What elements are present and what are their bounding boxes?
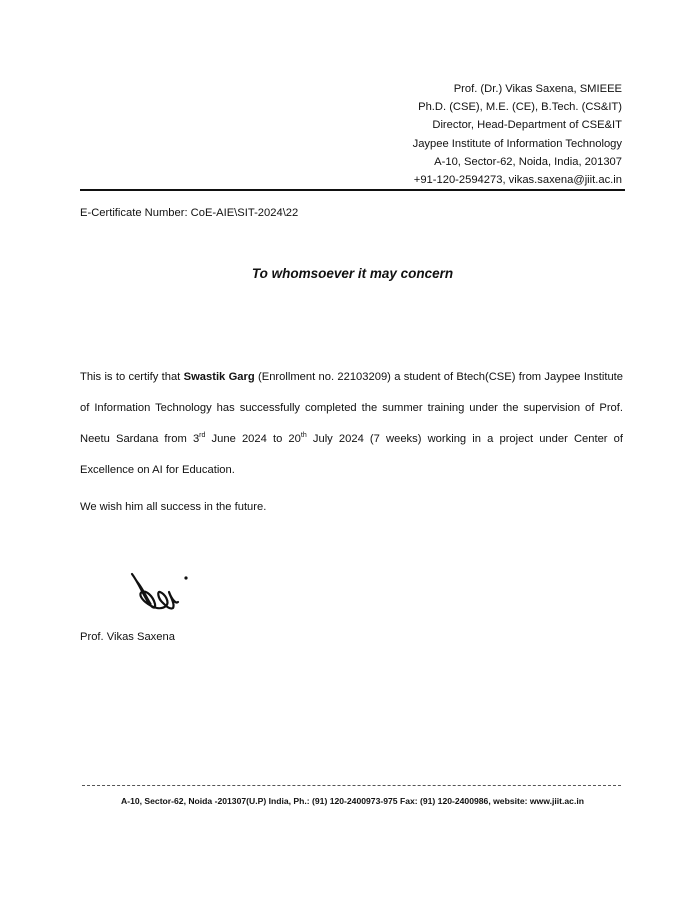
body-text-1: This is to certify that (80, 371, 184, 383)
signature-image (128, 566, 192, 614)
letterhead-address: A-10, Sector-62, Noida, India, 201307 (434, 155, 622, 168)
body-text-4: July 2024 (7 weeks) working in a project under Center of Excellence on AI for Education. (80, 433, 623, 476)
header-divider (80, 189, 625, 191)
student-name: Swastik Garg (183, 371, 255, 383)
closing-wish: We wish him all success in the future. (80, 501, 267, 513)
subject-line: To whomsoever it may concern (251, 266, 454, 281)
body-text-3: June 2024 to 20 (205, 433, 301, 445)
ordinal-suffix-rd: rd (199, 432, 206, 439)
footer-address: A-10, Sector-62, Noida -201307(U.P) India, Ph.: (91) 120-2400973-975 Fax: (91) 120-2400986, website: www.jiit.ac.in (121, 796, 584, 806)
letterhead-degrees: Ph.D. (CSE), M.E. (CE), B.Tech. (CS&IT) (418, 101, 622, 114)
certificate-body (80, 362, 623, 486)
ordinal-suffix-th: th (300, 432, 307, 439)
letterhead-contact: +91-120-2594273, vikas.saxena@jiit.ac.in (413, 174, 622, 187)
signatory-name: Prof. Vikas Saxena (80, 631, 175, 643)
letterhead-name: Prof. (Dr.) Vikas Saxena, SMIEEE (453, 83, 622, 95)
letterhead-designation: Director, Head-Department of CSE&IT (432, 119, 622, 132)
letterhead-institute: Jaypee Institute of Information Technology (412, 137, 622, 150)
body-text-2: (Enrollment no. 22103209) a student of Btech(CSE) from Jaypee Institute of Information Technology has successfully completed the summer training under the supervision of Prof. Neetu Sardana from 3 (80, 371, 624, 445)
footer-divider (82, 785, 621, 786)
certificate-number: E-Certificate Number: CoE-AIE\SIT-2024\22 (80, 207, 299, 219)
letterhead (413, 80, 622, 189)
